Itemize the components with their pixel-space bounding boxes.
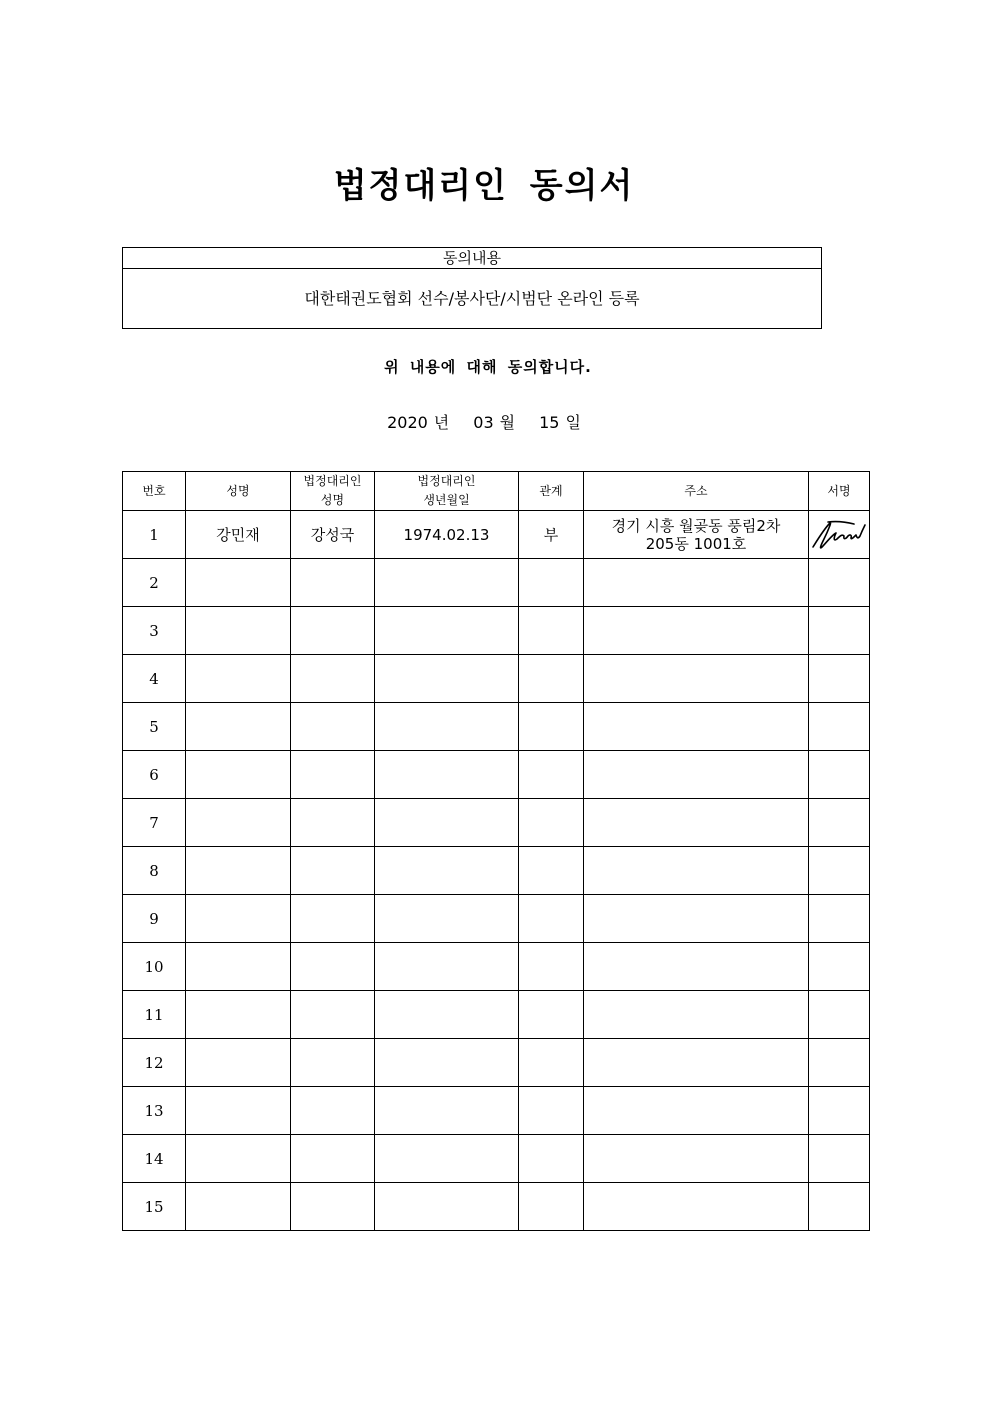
table-row xyxy=(123,799,870,847)
row-number: 3 xyxy=(123,607,186,655)
table-row xyxy=(123,1135,870,1183)
table-row xyxy=(123,703,870,751)
row-signature xyxy=(809,1087,870,1135)
consent-header: 동의내용 xyxy=(123,248,821,269)
row-number: 8 xyxy=(123,847,186,895)
row-address-line2: 205동 1001호 xyxy=(645,534,747,553)
row-guardian-name xyxy=(291,751,375,799)
row-guardian-birth xyxy=(375,991,519,1039)
row-relation xyxy=(519,1183,584,1231)
row-signature xyxy=(809,511,870,559)
table-row xyxy=(123,895,870,943)
row-guardian-birth: 1974.02.13 xyxy=(375,511,519,559)
row-signature xyxy=(809,991,870,1039)
row-number: 14 xyxy=(123,1135,186,1183)
row-address xyxy=(584,847,809,895)
row-number: 12 xyxy=(123,1039,186,1087)
table-row xyxy=(123,607,870,655)
row-relation xyxy=(519,1039,584,1087)
row-signature xyxy=(809,1039,870,1087)
row-signature xyxy=(809,655,870,703)
row-address xyxy=(584,1039,809,1087)
table-row xyxy=(123,1183,870,1231)
row-guardian-birth xyxy=(375,1087,519,1135)
row-address xyxy=(584,559,809,607)
row-relation xyxy=(519,847,584,895)
table-row xyxy=(123,943,870,991)
signature-image xyxy=(810,517,868,553)
registry-table xyxy=(122,471,870,1231)
row-number: 1 xyxy=(123,511,186,559)
row-name xyxy=(186,607,291,655)
header-guardian-name-line2: 성명 xyxy=(320,493,345,507)
row-guardian-name xyxy=(291,895,375,943)
row-signature xyxy=(809,943,870,991)
header-guardian-name-line1: 법정대리인 xyxy=(303,474,362,488)
row-address xyxy=(584,511,809,559)
date-day: 15 xyxy=(539,413,560,432)
row-relation xyxy=(519,703,584,751)
header-name: 성명 xyxy=(186,472,291,511)
row-guardian-name xyxy=(291,847,375,895)
row-relation: 부 xyxy=(519,511,584,559)
row-relation xyxy=(519,991,584,1039)
row-name xyxy=(186,1039,291,1087)
header-signature: 서명 xyxy=(809,472,870,511)
row-number: 15 xyxy=(123,1183,186,1231)
row-number: 11 xyxy=(123,991,186,1039)
header-number: 번호 xyxy=(123,472,186,511)
row-relation xyxy=(519,655,584,703)
row-guardian-birth xyxy=(375,895,519,943)
row-guardian-name xyxy=(291,559,375,607)
row-signature xyxy=(809,799,870,847)
row-name xyxy=(186,847,291,895)
row-address xyxy=(584,655,809,703)
row-guardian-birth xyxy=(375,607,519,655)
row-number: 2 xyxy=(123,559,186,607)
row-name xyxy=(186,943,291,991)
page-title: 법정대리인 동의서 xyxy=(333,166,635,206)
row-name xyxy=(186,1183,291,1231)
row-number: 13 xyxy=(123,1087,186,1135)
table-row xyxy=(123,511,870,559)
row-relation xyxy=(519,799,584,847)
header-address: 주소 xyxy=(584,472,809,511)
row-guardian-name: 강성국 xyxy=(291,511,375,559)
consent-box xyxy=(122,247,822,329)
row-signature xyxy=(809,847,870,895)
row-signature xyxy=(809,703,870,751)
row-address xyxy=(584,607,809,655)
row-guardian-birth xyxy=(375,703,519,751)
header-guardian-birth-line1: 법정대리인 xyxy=(417,474,476,488)
row-guardian-name xyxy=(291,799,375,847)
row-address xyxy=(584,751,809,799)
row-name xyxy=(186,559,291,607)
row-guardian-birth xyxy=(375,799,519,847)
row-guardian-birth xyxy=(375,1135,519,1183)
table-row xyxy=(123,991,870,1039)
row-guardian-birth xyxy=(375,751,519,799)
row-name xyxy=(186,751,291,799)
table-header-row xyxy=(123,472,870,511)
row-signature xyxy=(809,895,870,943)
row-address-line1: 경기 시흥 월곶동 풍림2차 xyxy=(611,516,781,535)
row-guardian-birth xyxy=(375,1039,519,1087)
date-line xyxy=(0,410,968,433)
date-month: 03 xyxy=(473,413,494,432)
table-row xyxy=(123,751,870,799)
row-address xyxy=(584,1183,809,1231)
row-guardian-birth xyxy=(375,559,519,607)
row-signature xyxy=(809,1135,870,1183)
header-guardian-birth-line2: 생년월일 xyxy=(423,493,470,507)
registry-body xyxy=(123,511,870,1231)
row-guardian-name xyxy=(291,1087,375,1135)
row-relation xyxy=(519,607,584,655)
consent-body: 대한태권도협회 선수/봉사단/시범단 온라인 등록 xyxy=(304,289,640,308)
row-guardian-birth xyxy=(375,655,519,703)
row-address xyxy=(584,895,809,943)
row-address xyxy=(584,1135,809,1183)
row-guardian-birth xyxy=(375,1183,519,1231)
row-guardian-name xyxy=(291,1135,375,1183)
row-relation xyxy=(519,895,584,943)
row-address xyxy=(584,943,809,991)
row-name xyxy=(186,703,291,751)
row-number: 7 xyxy=(123,799,186,847)
row-signature xyxy=(809,559,870,607)
row-name xyxy=(186,1135,291,1183)
row-guardian-birth xyxy=(375,847,519,895)
row-guardian-name xyxy=(291,1183,375,1231)
table-row xyxy=(123,655,870,703)
row-number: 10 xyxy=(123,943,186,991)
row-name xyxy=(186,991,291,1039)
row-address xyxy=(584,703,809,751)
date-year: 2020 xyxy=(387,413,428,432)
row-guardian-name xyxy=(291,943,375,991)
row-number: 9 xyxy=(123,895,186,943)
date-day-unit: 일 xyxy=(565,413,581,432)
row-guardian-name xyxy=(291,607,375,655)
row-guardian-name xyxy=(291,655,375,703)
row-number: 6 xyxy=(123,751,186,799)
row-signature xyxy=(809,1183,870,1231)
row-name xyxy=(186,895,291,943)
row-number: 5 xyxy=(123,703,186,751)
row-relation xyxy=(519,751,584,799)
table-row xyxy=(123,1087,870,1135)
date-year-unit: 년 xyxy=(433,413,450,432)
row-relation xyxy=(519,943,584,991)
row-guardian-name xyxy=(291,703,375,751)
row-guardian-name xyxy=(291,1039,375,1087)
header-guardian-birth xyxy=(375,472,519,511)
row-address xyxy=(584,1087,809,1135)
row-relation xyxy=(519,1087,584,1135)
table-row xyxy=(123,559,870,607)
agree-statement: 위 내용에 대해 동의합니다. xyxy=(384,358,592,376)
row-number: 4 xyxy=(123,655,186,703)
row-signature xyxy=(809,751,870,799)
row-name: 강민재 xyxy=(186,511,291,559)
row-name xyxy=(186,1087,291,1135)
row-relation xyxy=(519,559,584,607)
row-address xyxy=(584,799,809,847)
date-month-unit: 월 xyxy=(499,413,516,432)
table-row xyxy=(123,847,870,895)
row-guardian-birth xyxy=(375,943,519,991)
row-address xyxy=(584,991,809,1039)
row-guardian-name xyxy=(291,991,375,1039)
row-relation xyxy=(519,1135,584,1183)
header-guardian-name xyxy=(291,472,375,511)
row-name xyxy=(186,799,291,847)
row-signature xyxy=(809,607,870,655)
row-name xyxy=(186,655,291,703)
table-row xyxy=(123,1039,870,1087)
header-relation: 관계 xyxy=(519,472,584,511)
